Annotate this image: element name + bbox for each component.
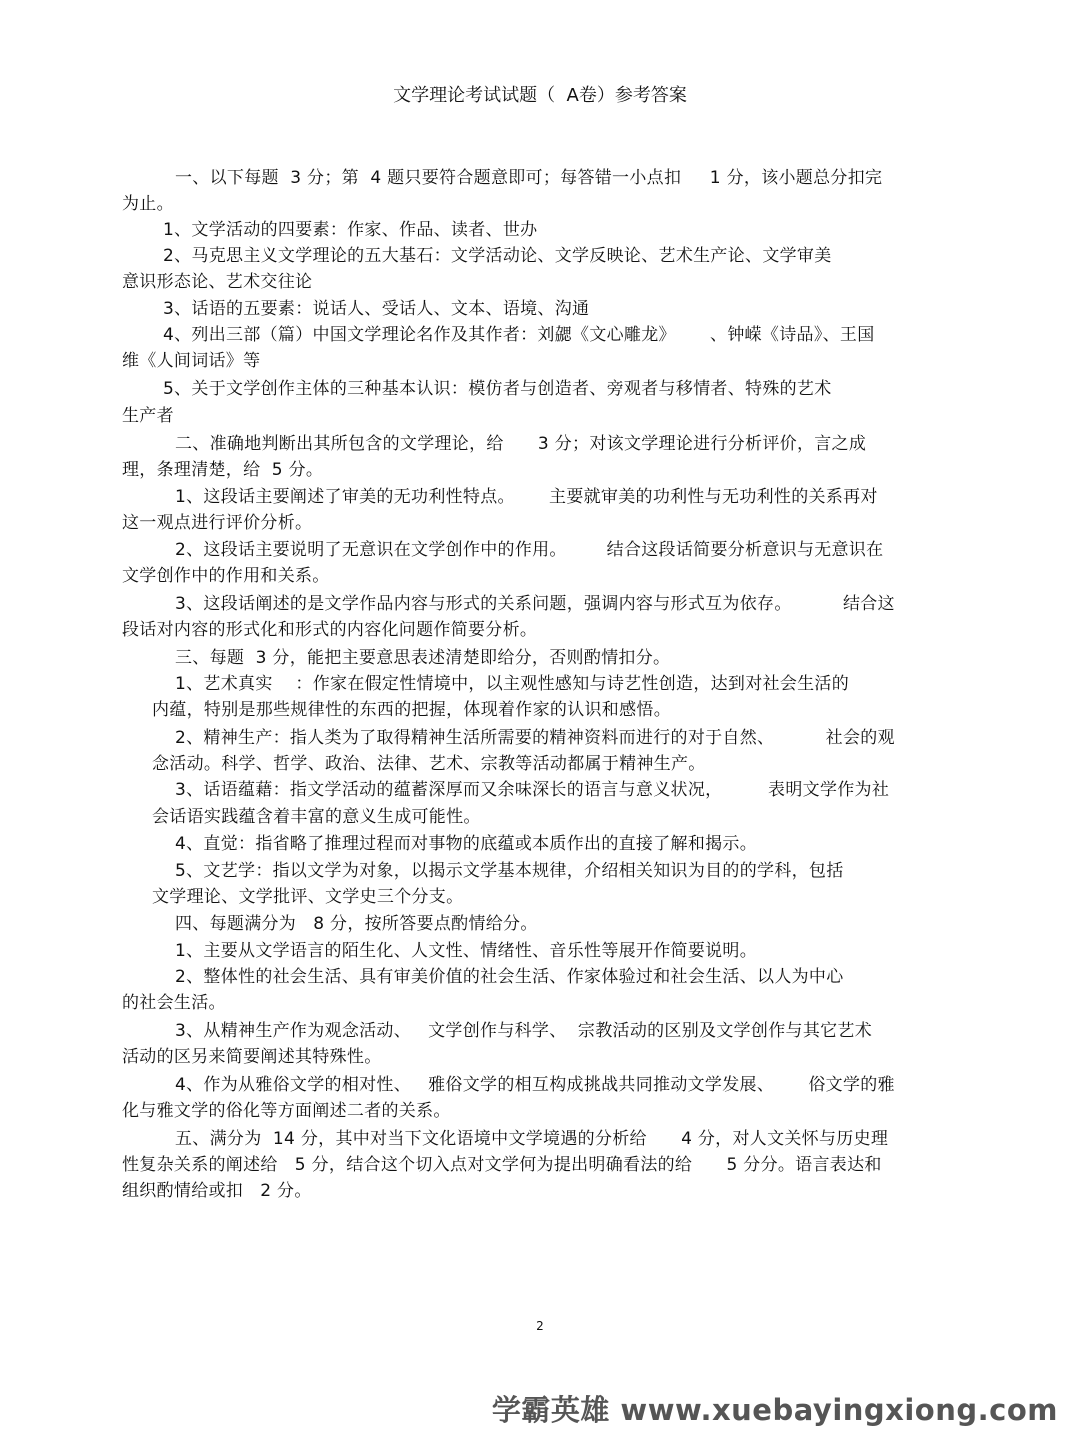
- body-line: 4、列出三部（篇）中国文学理论名作及其作者：刘勰《文心雕龙》 、钟嵘《诗品》、王国: [163, 325, 875, 345]
- body-line: 三、每题 3 分，能把主要意思表述清楚即给分，否则酌情扣分。: [175, 648, 671, 668]
- body-line: 二、准确地判断出其所包含的文学理论，给 3 分；对该文学理论进行分析评价，言之成: [175, 434, 867, 454]
- body-line: 生产者: [122, 406, 174, 426]
- body-line: 为止。: [122, 194, 174, 214]
- document-title: 文学理论考试试题（ A卷）参考答案: [393, 85, 687, 106]
- body-line: 段话对内容的形式化和形式的内容化问题作简要分析。: [122, 620, 538, 640]
- body-line: 2、整体性的社会生活、具有审美价值的社会生活、作家体验过和社会生活、以人为中心: [175, 967, 844, 987]
- body-line: 内蕴，特别是那些规律性的东西的把握，体现着作家的认识和感悟。: [152, 700, 671, 720]
- body-line: 5、文艺学：指以文学为对象，以揭示文学基本规律，介绍相关知识为目的的学科，包括: [175, 861, 844, 881]
- body-line: 化与雅文学的俗化等方面阐述二者的关系。: [122, 1101, 451, 1121]
- body-line: 3、这段话阐述的是文学作品内容与形式的关系问题，强调内容与形式互为依存。 结合这: [175, 594, 895, 614]
- body-line: 2、这段话主要说明了无意识在文学创作中的作用。 结合这段话简要分析意识与无意识在: [175, 540, 884, 560]
- body-line: 五、满分为 14 分，其中对当下文化语境中文学境遇的分析给 4 分，对人文关怀与历史理: [175, 1129, 889, 1149]
- body-line: 四、每题满分为 8 分，按所答要点酌情给分。: [175, 914, 538, 934]
- body-line: 3、话语蕴藉：指文学活动的蕴蓄深厚而又余味深长的语言与意义状况， 表明文学作为社: [175, 780, 890, 800]
- body-line: 2、精神生产：指人类为了取得精神生活所需要的精神资料而进行的对于自然、 社会的观: [175, 728, 895, 748]
- body-line: 会话语实践蕴含着丰富的意义生成可能性。: [152, 807, 481, 827]
- body-line: 文学理论、文学批评、文学史三个分支。: [152, 887, 464, 907]
- body-line: 2、马克思主义文学理论的五大基石：文学活动论、文学反映论、艺术生产论、文学审美: [163, 246, 832, 266]
- site-watermark: 学霸英雄 www.xuebayingxiong.com: [491, 1393, 1058, 1427]
- body-line: 理，条理清楚，给 5 分。: [122, 460, 324, 480]
- body-line: 念活动。科学、哲学、政治、法律、艺术、宗教等活动都属于精神生产。: [152, 754, 706, 774]
- body-line: 性复杂关系的阐述给 5 分，结合这个切入点对文学何为提出明确看法的给 5 分分。语言表达和: [122, 1155, 882, 1175]
- body-line: 意识形态论、艺术交往论: [122, 272, 313, 292]
- body-line: 一、以下每题 3 分；第 4 题只要符合题意即可；每答错一小点扣 1 分，该小题总分扣完: [175, 168, 883, 188]
- body-line: 1、艺术真实 ：作家在假定性情境中，以主观性感知与诗艺性创造，达到对社会生活的: [175, 674, 850, 694]
- body-line: 组织酌情给或扣 2 分。: [122, 1181, 312, 1201]
- body-line: 5、关于文学创作主体的三种基本认识：模仿者与创造者、旁观者与移情者、特殊的艺术: [163, 379, 832, 399]
- body-line: 3、从精神生产作为观念活动、 文学创作与科学、 宗教活动的区别及文学创作与其它艺术: [175, 1021, 873, 1041]
- body-line: 4、直觉：指省略了推理过程而对事物的底蕴或本质作出的直接了解和揭示。: [175, 834, 758, 854]
- body-line: 3、话语的五要素：说话人、受话人、文本、语境、沟通: [163, 299, 590, 319]
- body-line: 活动的区另来简要阐述其特殊性。: [122, 1047, 382, 1067]
- page-number: 2: [536, 1319, 544, 1333]
- body-line: 的社会生活。: [122, 993, 226, 1013]
- body-line: 4、作为从雅俗文学的相对性、 雅俗文学的相互构成挑战共同推动文学发展、 俗文学的雅: [175, 1075, 895, 1095]
- body-line: 1、文学活动的四要素：作家、作品、读者、世办: [163, 220, 538, 240]
- body-line: 1、这段话主要阐述了审美的无功利性特点。 主要就审美的功利性与无功利性的关系再对: [175, 487, 878, 507]
- body-line: 1、主要从文学语言的陌生化、人文性、情绪性、音乐性等展开作简要说明。: [175, 941, 758, 961]
- body-line: 维《人间词话》等: [122, 351, 261, 371]
- body-line: 这一观点进行评价分析。: [122, 513, 313, 533]
- body-line: 文学创作中的作用和关系。: [122, 566, 330, 586]
